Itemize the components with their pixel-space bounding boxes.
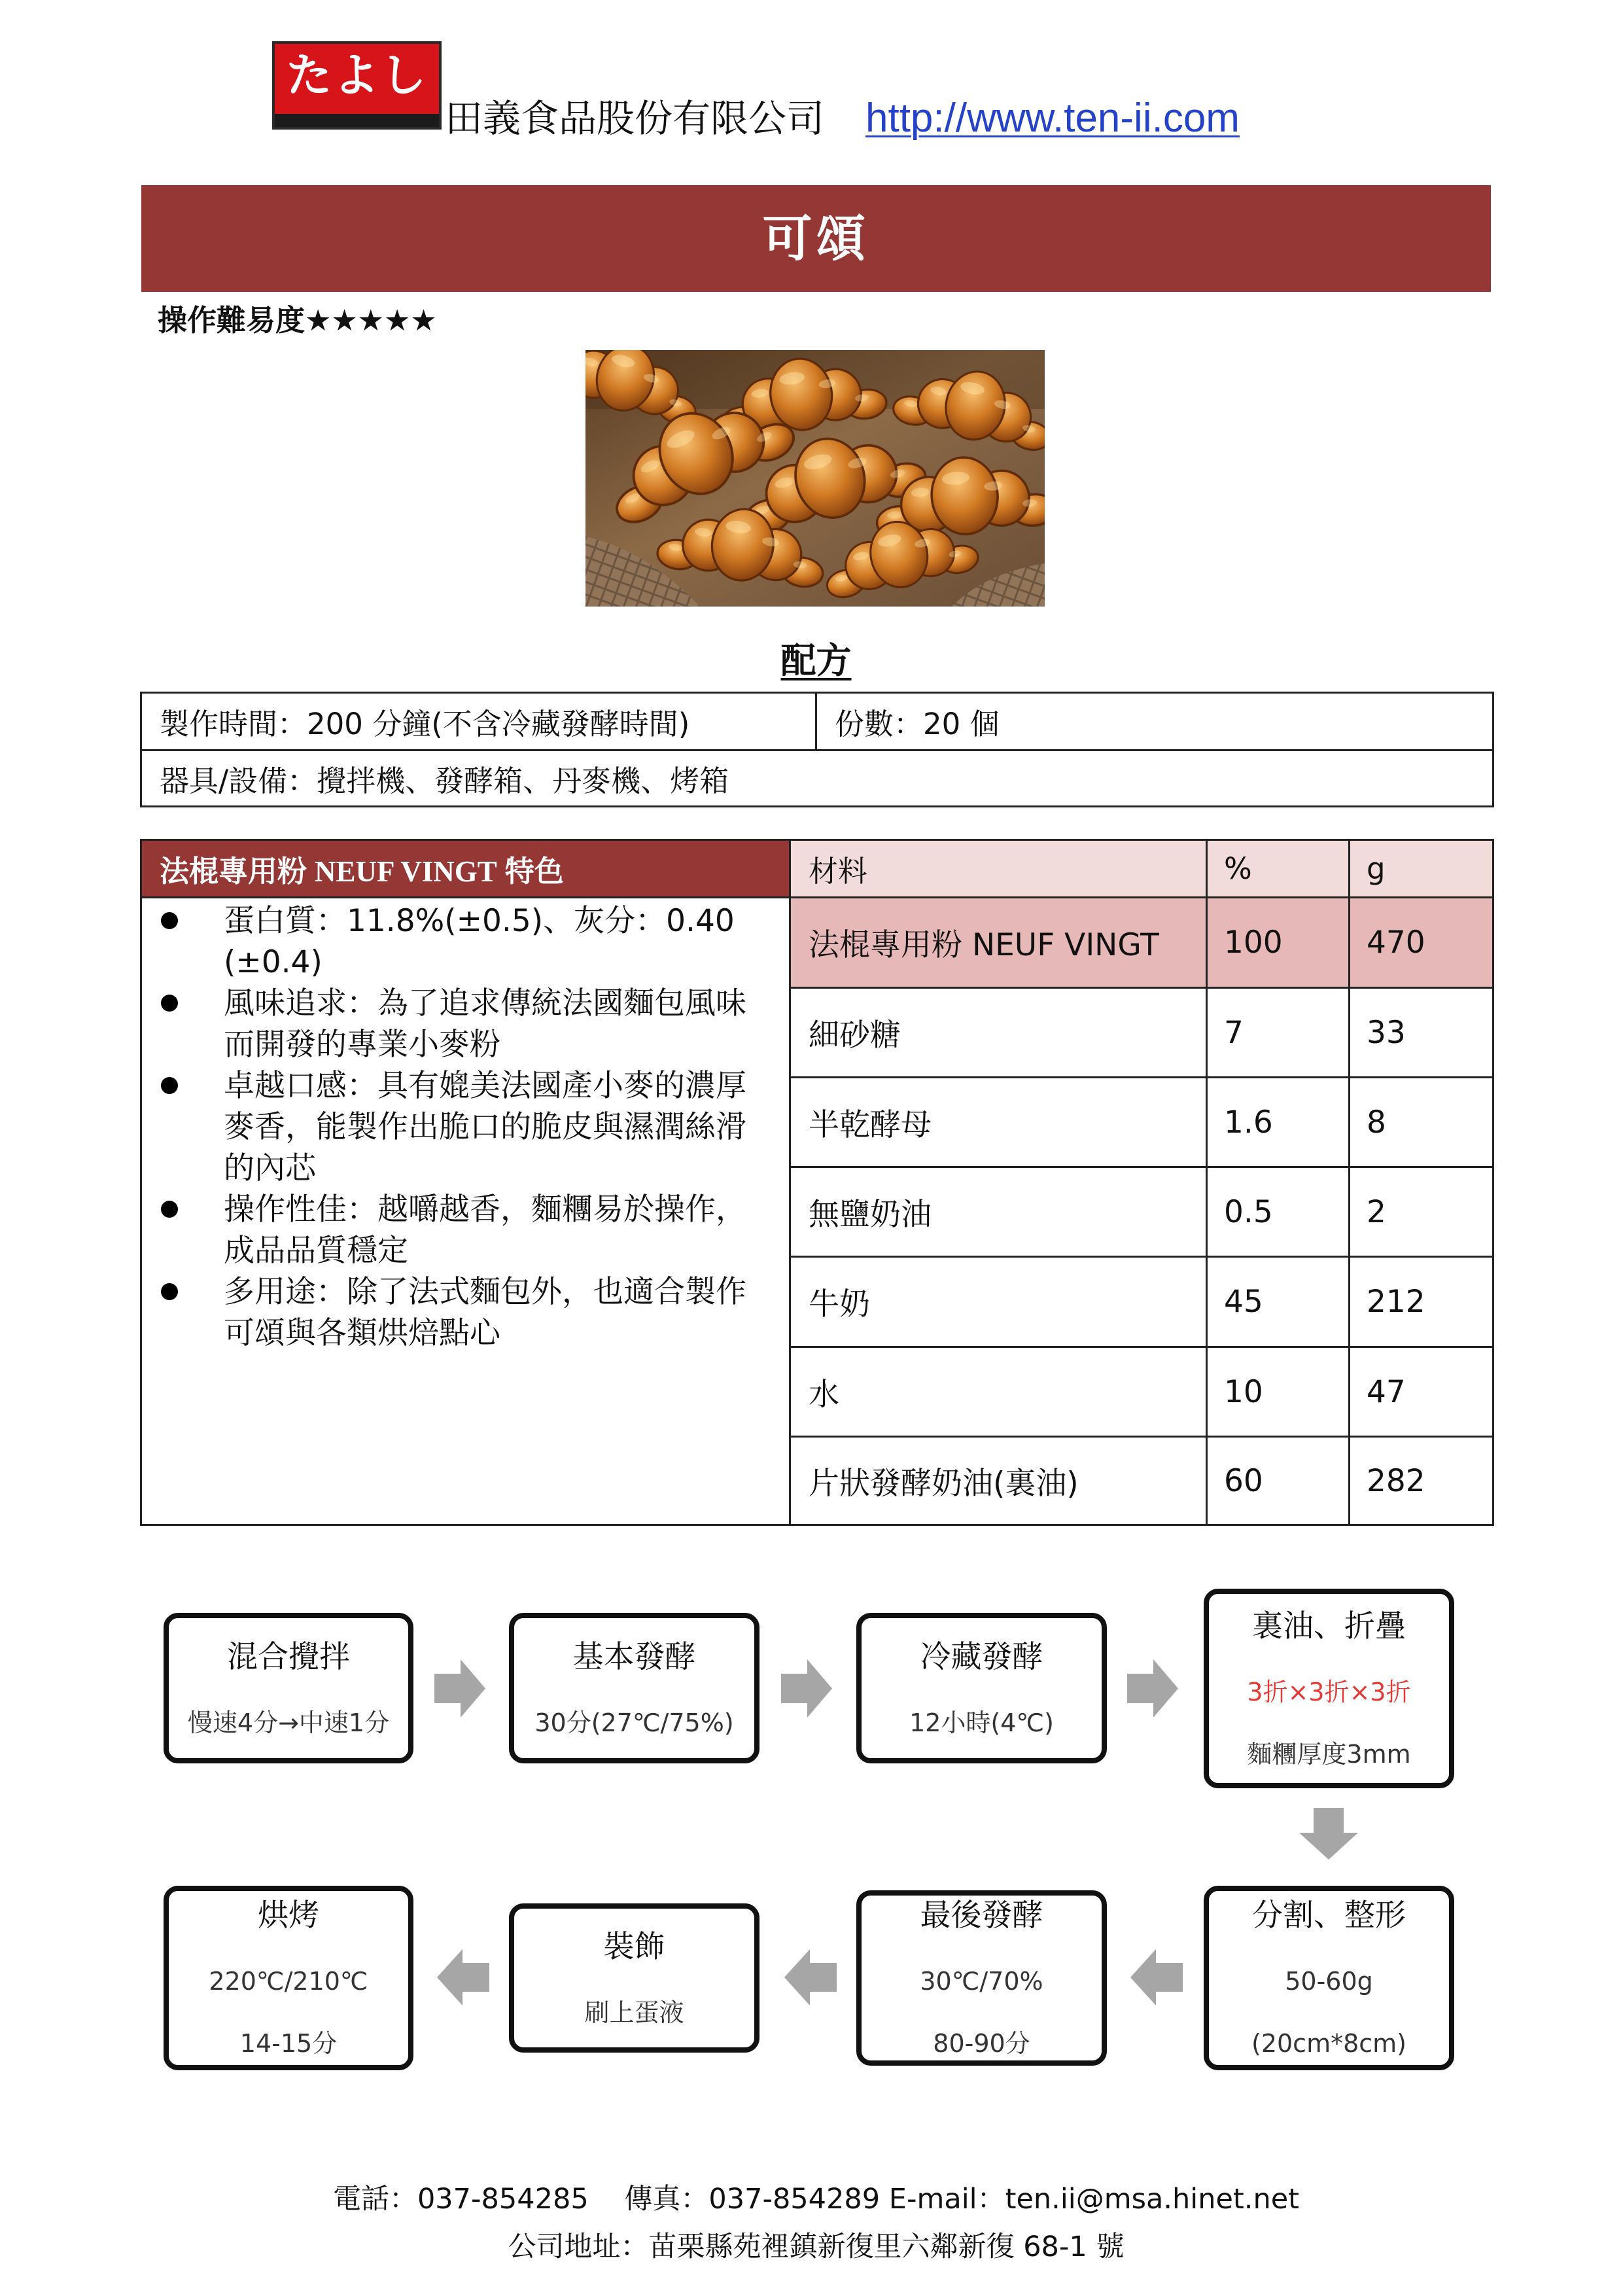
logo-strip xyxy=(275,114,439,127)
arrow-right-icon xyxy=(781,1659,832,1718)
step-detail-highlight: 3折×3折×3折 xyxy=(1247,1677,1411,1706)
step-final-proof xyxy=(856,1890,1107,2066)
arrow-left-icon xyxy=(437,1949,489,2005)
arrow-left-icon xyxy=(1130,1949,1183,2005)
ingredient-percent: 1.6 xyxy=(1207,1078,1350,1167)
step-dividing-shaping xyxy=(1204,1886,1454,2070)
step-title: 混合攪拌 xyxy=(227,1638,350,1675)
bullet-icon xyxy=(161,912,178,929)
ingredients-table xyxy=(140,839,1494,1526)
recipe-heading xyxy=(141,640,1491,682)
step-detail: (20cm*8cm) xyxy=(1251,2029,1406,2058)
ingredient-grams: 8 xyxy=(1350,1078,1493,1167)
company-name: 田義食品股份有限公司 xyxy=(445,96,825,141)
footer-contact: 電話：037-854285 傳真：037-854289 E-mail：ten.ii@msa.hinet.net xyxy=(332,2183,1300,2216)
column-header-ingredient: 材料 xyxy=(790,840,1207,898)
bullet-icon xyxy=(161,995,178,1012)
ingredient-grams: 47 xyxy=(1350,1347,1493,1437)
list-item xyxy=(142,1189,789,1271)
bullet-icon xyxy=(161,1077,178,1094)
ingredient-percent: 10 xyxy=(1207,1347,1350,1437)
flour-header-prefix: 法棍專用粉 xyxy=(160,854,307,889)
page-title: 可頌 xyxy=(762,209,870,268)
ingredient-name: 水 xyxy=(790,1347,1207,1437)
ingredient-percent: 45 xyxy=(1207,1257,1350,1347)
step-bulk-fermentation xyxy=(509,1613,759,1763)
ingredient-percent: 0.5 xyxy=(1207,1167,1350,1257)
step-title: 烘烤 xyxy=(258,1898,319,1934)
arrow-left-icon xyxy=(784,1949,837,2005)
ingredient-name: 法棍專用粉 NEUF VINGT xyxy=(790,898,1207,988)
ingredient-grams: 282 xyxy=(1350,1437,1493,1525)
bullet-icon xyxy=(161,1201,178,1218)
ingredient-name: 細砂糖 xyxy=(790,988,1207,1078)
step-title: 裏油、折疊 xyxy=(1252,1608,1406,1644)
ingredient-grams: 470 xyxy=(1350,898,1493,988)
step-title: 最後發酵 xyxy=(920,1898,1043,1934)
ingredient-percent: 60 xyxy=(1207,1437,1350,1525)
step-detail: 30℃/70% xyxy=(920,1967,1043,1996)
footer-address: 公司地址：苗栗縣苑裡鎮新復里六鄰新復 68-1 號 xyxy=(508,2231,1125,2263)
arrow-right-icon xyxy=(1127,1659,1178,1718)
step-detail: 麵糰厚度3mm xyxy=(1247,1739,1411,1769)
step-detail: 30分(27℃/75%) xyxy=(534,1708,734,1737)
flour-features xyxy=(141,898,790,1525)
feature-text: 多用途：除了法式麵包外，也適合製作可頌與各類烘焙點心 xyxy=(224,1274,746,1351)
step-mixing xyxy=(164,1613,413,1763)
feature-text: 蛋白質：11.8%(±0.5)、灰分：0.40(±0.4) xyxy=(224,903,735,980)
step-laminating-folding xyxy=(1204,1589,1454,1788)
website-link[interactable]: http://www.ten-ii.com xyxy=(865,96,1240,141)
ingredient-name: 無鹽奶油 xyxy=(790,1167,1207,1257)
flour-features-header xyxy=(141,840,790,898)
step-title: 基本發酵 xyxy=(572,1638,696,1675)
arrow-right-icon xyxy=(434,1659,485,1718)
list-item xyxy=(142,1271,789,1354)
ingredient-grams: 2 xyxy=(1350,1167,1493,1257)
flour-header-brand: NEUF VINGT xyxy=(315,855,497,888)
list-item xyxy=(142,983,789,1065)
step-detail: 慢速4分→中速1分 xyxy=(187,1708,390,1737)
servings: 份數：20 個 xyxy=(816,693,1493,751)
ingredient-percent: 7 xyxy=(1207,988,1350,1078)
table-row xyxy=(141,898,1493,988)
ingredient-name: 半乾酵母 xyxy=(790,1078,1207,1167)
table-header-row xyxy=(141,840,1493,898)
step-baking xyxy=(164,1886,413,2070)
feature-text: 卓越口感：具有媲美法國產小麥的濃厚麥香，能製作出脆口的脆皮與濕潤絲滑的內芯 xyxy=(224,1068,746,1186)
step-detail: 80-90分 xyxy=(933,2029,1030,2058)
flour-header-suffix: 特色 xyxy=(504,854,564,889)
arrow-down-icon xyxy=(1299,1808,1358,1860)
ingredient-grams: 33 xyxy=(1350,988,1493,1078)
title-bar xyxy=(141,185,1491,292)
column-header-percent: % xyxy=(1207,840,1350,898)
ingredient-name: 牛奶 xyxy=(790,1257,1207,1347)
recipe-heading-text: 配方 xyxy=(780,640,852,681)
list-item xyxy=(142,900,789,983)
feature-list xyxy=(142,900,789,1354)
step-detail: 12小時(4℃) xyxy=(909,1708,1054,1737)
feature-text: 風味追求：為了追求傳統法國麵包風味而開發的專業小麥粉 xyxy=(224,985,746,1063)
step-detail: 220℃/210℃ xyxy=(209,1967,368,1996)
company-logo xyxy=(272,41,442,130)
ingredient-name: 片狀發酵奶油(裏油) xyxy=(790,1437,1207,1525)
difficulty-rating: 操作難易度★★★★★ xyxy=(158,303,437,338)
step-title: 分割、整形 xyxy=(1252,1898,1406,1934)
logo-text: たよし xyxy=(286,48,428,102)
ingredient-grams: 212 xyxy=(1350,1257,1493,1347)
bullet-icon xyxy=(161,1283,178,1300)
step-detail: 14-15分 xyxy=(239,2029,338,2058)
step-detail: 刷上蛋液 xyxy=(584,1998,684,2027)
prep-time: 製作時間：200 分鐘(不含冷藏發酵時間) xyxy=(141,693,816,751)
ingredient-percent: 100 xyxy=(1207,898,1350,988)
info-table xyxy=(140,692,1494,807)
step-decorating xyxy=(509,1903,759,2053)
list-item xyxy=(142,1065,789,1189)
step-detail: 50-60g xyxy=(1285,1967,1373,1996)
step-title: 冷藏發酵 xyxy=(920,1638,1043,1675)
info-row xyxy=(141,693,1493,751)
equipment: 器具/設備：攪拌機、發酵箱、丹麥機、烤箱 xyxy=(141,751,1493,807)
column-header-grams: g xyxy=(1350,840,1493,898)
step-cold-fermentation xyxy=(856,1613,1107,1763)
info-row xyxy=(141,751,1493,807)
croissant-photo xyxy=(585,350,1045,607)
feature-text: 操作性佳：越嚼越香，麵糰易於操作，成品品質穩定 xyxy=(224,1192,746,1269)
step-title: 裝飾 xyxy=(603,1928,665,1965)
